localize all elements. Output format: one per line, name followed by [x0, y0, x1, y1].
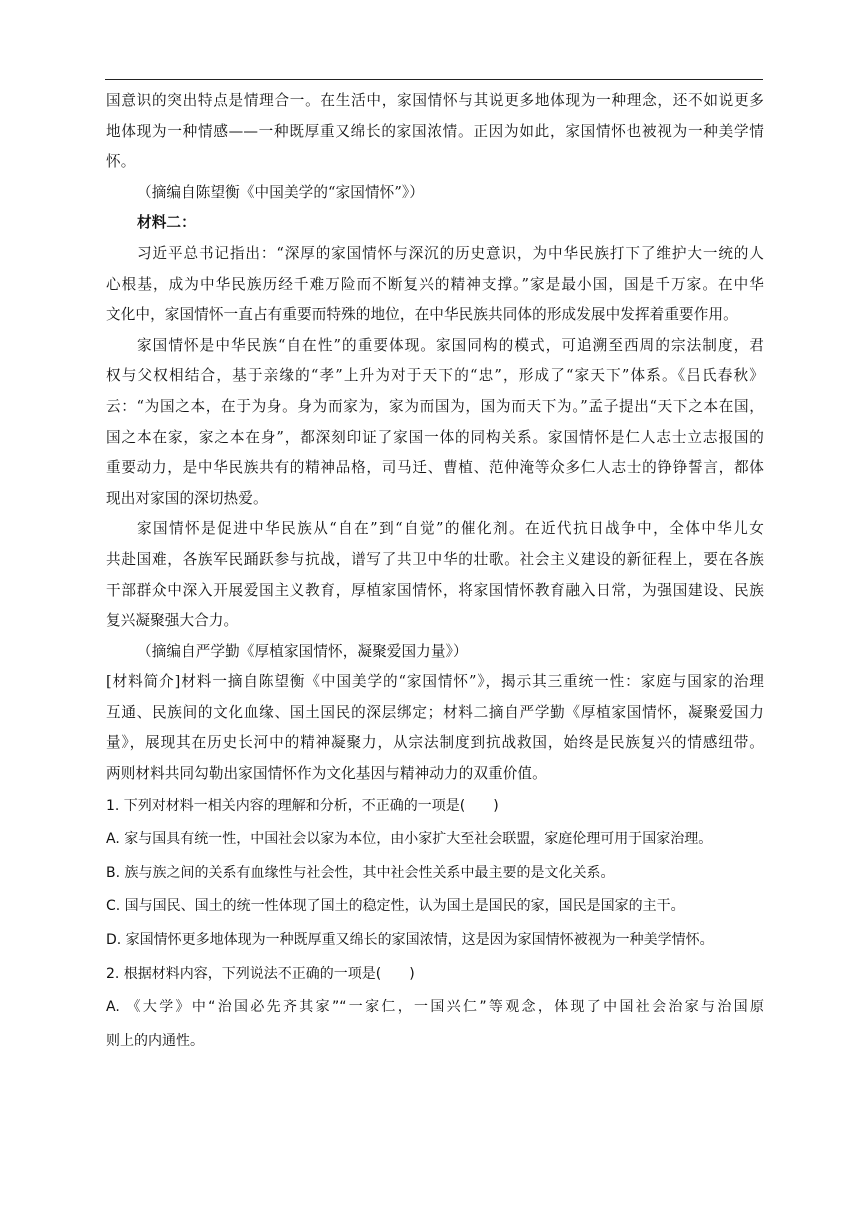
material-one-paragraph — [106, 86, 764, 178]
option-a: A. 家与国具有统一性，中国社会以家为本位，由小家扩大至社会联盟，家庭伦理可用于国家治理。 — [106, 831, 713, 848]
text-line: 权与父权相结合，基于亲缘的“孝”上升为对于天下的“忠”，形成了“家天下”体系。《吕氏春秋》 — [106, 367, 764, 385]
question-2 — [106, 958, 764, 1059]
text-line: 互通、民族间的文化血缘、国土国民的深层绑定；材料二摘自严学勤《厚植家国情怀，凝聚爱国力 — [106, 703, 764, 721]
question-stem: 2. 根据材料内容，下列说法不正确的一项是( ) — [106, 965, 415, 982]
material-intro — [106, 667, 764, 789]
text-line: 家国情怀是促进中华民族从“自在”到“自觉”的催化剂。在近代抗日战争中，全体中华儿女 — [137, 520, 764, 538]
text-line: 地体现为一种情感——一种既厚重又绵长的家国浓情。正因为如此，家国情怀也被视为一种美学情 — [106, 122, 764, 140]
text-line: 国意识的突出特点是情理合一。在生活中，家国情怀与其说更多地体现为一种理念，还不如说更多 — [106, 92, 764, 109]
text-line: 共赴国难，各族军民踊跃参与抗战，谱写了共卫中华的壮歌。社会主义建设的新征程上，要在各族 — [106, 550, 764, 568]
option-c: C. 国与国民、国土的统一性体现了国土的稳定性，认为国土是国民的家，国民是国家的主干。 — [106, 898, 685, 915]
text-line: 家国情怀是中华民族“自在性”的重要体现。家国同构的模式，可追溯至西周的宗法制度，君 — [137, 336, 764, 354]
option-b: B. 族与族之间的关系有血缘性与社会性，其中社会性关系中最主要的是文化关系。 — [106, 864, 615, 881]
text-line: 现出对家国的深切热爱。 — [106, 489, 268, 507]
text-line: 国之本在家，家之本在身”，都深刻印证了家国一体的同构关系。家国情怀是仁人志士立志报国的 — [106, 428, 764, 446]
material-two-paragraph-2 — [106, 331, 764, 515]
question-1 — [106, 790, 764, 958]
material-two-paragraph-3 — [106, 514, 764, 636]
material-two-heading: 材料二： — [137, 214, 196, 232]
material-two-paragraph-1 — [106, 239, 764, 331]
text-line: 量》，展现其在历史长河中的精神凝聚力，从宗法制度到抗战救国，始终是民族复兴的情感纽带。 — [106, 734, 764, 752]
text-line: 云：“为国之本，在于为身。身为而家为，家为而国为，国为而天下为。”孟子提出“天下之本在国， — [106, 397, 764, 415]
text-line: 心根基，成为中华民族历经千难万险而不断复兴的精神支撑。”家是最小国，国是千万家。在中华 — [106, 275, 764, 293]
text-line: 干部群众中深入开展爱国主义教育，厚植家国情怀，将家国情怀教育融入日常，为强国建设、民族 — [106, 581, 764, 599]
text-line: 重要动力，是中华民族共有的精神品格，司马迁、曹植、范仲淹等众多仁人志士的铮铮誓言，都体 — [106, 459, 764, 477]
document-body — [106, 86, 764, 1058]
text-line: 怀。 — [106, 153, 136, 171]
header-rule — [105, 79, 763, 80]
source-citation-one: （摘编自陈望衡《中国美学的“家国情怀”》） — [137, 183, 425, 201]
option-d: D. 家国情怀更多地体现为一种既厚重又绵长的家国浓情，这是因为家国情怀被视为一种美学情怀。 — [106, 932, 714, 949]
option-a: A. 《大学》中“治国必先齐其家”“一家仁，一国兴仁”等观念，体现了中国社会治家与治国原 — [106, 999, 764, 1016]
source-citation-two: （摘编自严学勤《厚植家国情怀，凝聚爱国力量》） — [137, 642, 468, 660]
text-line: 习近平总书记指出：“深厚的家国情怀与深沉的历史意识，为中华民族打下了维护大一统的人 — [137, 244, 764, 262]
option-a-continued: 则上的内通性。 — [106, 1032, 204, 1049]
text-line: 复兴凝聚强大合力。 — [106, 612, 239, 630]
text-line: 文化中，家国情怀一直占有重要而特殊的地位，在中华民族共同体的形成发展中发挥着重要作用。 — [106, 306, 738, 324]
question-stem: 1. 下列对材料一相关内容的理解和分析，不正确的一项是( ) — [106, 797, 499, 814]
text-line: 两则材料共同勾勒出家国情怀作为文化基因与精神动力的双重价值。 — [106, 765, 547, 783]
text-line: [材料简介]材料一摘自陈望衡《中国美学的“家国情怀”》，揭示其三重统一性：家庭与国家的治理 — [106, 673, 764, 691]
